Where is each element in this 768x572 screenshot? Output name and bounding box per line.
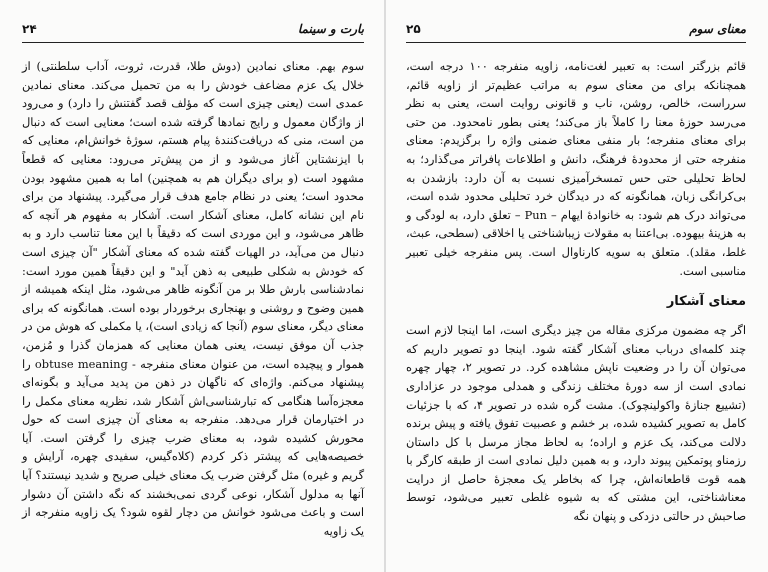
left-running-head xyxy=(22,18,364,40)
right-page xyxy=(386,0,768,572)
right-paragraph-top: قائم بزرگتر است: به تعبیر لغت‌نامه، زاویه منفرجه ۱۰۰ درجه است، همچنانکه برای من معنای سوم به مراتب عظیم‌تر از زاویه قائم، سرراست، خالص، روشن، ناب و قانونی روایت است، یعنی به نظر می‌رسد حوزهٔ معنا را کاملاً باز می‌کند؛ یعنی بطور نامحدود. من حتی برای معنای منفرجه؛ بار منفی معنای ضمنی واژه را برگزیدم: معنای منفرجه حتی از محدودهٔ فرهنگ، دانش و اطلاعات پافراتر می‌گذارد؛ به لحاظ تحلیلی حتی حس تمسخرآمیزی نسبت به آن دارد: بازشدن به بی‌کرانگی زبان، همانگونه که در دیدگان خرد تحلیلی محدود شده است، می‌تواند درک هم شود: به خانوادهٔ ایهام – Pun – تعلق دارد، به لودگی و به هزینهٔ بیهوده. بی‌اعتنا به مقولات زیباشناختی یا اخلاقی (سطحی، عبث، غلط، مقلد). متعلق به سویه کارناوال است. پس منفرجه خیلی تعبیر مناسبی است. xyxy=(406,59,746,278)
right-page-number: ۲۵ xyxy=(406,22,421,36)
left-paragraph: سوم بهم. معنای نمادین (دوش طلا، قدرت، ثروت، آداب سلطنتی) از خلال یک عزم مضاعف خودش را به من تحمیل می‌کند. معنای نمادین عمدی است (یعنی چیزی است که مؤلف قصد گفتنش را دارد) و می‌رود از واژگان معمول و رایج نمادها گرفته شده است؛ معنایی است که دنبال من است، منی که دریافت‌کنندهٔ پیام هستم، سوژهٔ خوانش‌ام، معنایی که با ایزنشتاین آغاز می‌شود و از من پیش‌تر می‌رود: معنایی که قطعاً مشهود است (و برای دیگران هم به همچنین) اما به همین مشهود بودن محدود است؛ یعنی در نظام جامع هدف قرار می‌گیرد. پیشنهاد من برای نام این نشانه کامل، معنای آشکار است. آشکار به مفهوم هر آنچه که ظاهر می‌شود، و این موردی است که دقیقاً با این معنا تناسب دارد و به دنبال من می‌آید، در الهیات گفته شده که معنای آشکار "آن چیزی است که خودش به شکلی طبیعی به ذهن آید" و این دقیقاً همین مورد است: نمادشناسی بارش طلا بر من آنگونه ظاهر می‌شود، مثل اینکه همیشه از همین وضوح و روشنی و بهنجاری برخوردار بوده است. همانگونه که برای معنای دیگر، معنای سوم (آنجا که زیادی است)، یا مکملی که هوش من در جذب آن موفق نیست، یعنی همان معنایی که همزمان گذرا و مُزمن، هموار و پیچیده است، من عنوان معنای منفرجه - obtuse meaning را پیشنهاد می‌کنم. واژه‌ای که ناگهان در ذهن من پدید می‌آید و بگونه‌ای معجزه‌آسا هنگامی که تبارشناسی‌اش آشکار شد، نظریه معنای مکمل را در اختیارمان قرار می‌دهد. منفرجه به معنای آن چیزی است که حول محورش کشیده شود، به معنای ضرب چیزی را گرفتن است. آیا خصیصه‌هایی که پیشتر ذکر کردم (کلاه‌گیس، سفیدی چهره، آرایش و گریم و غیره) مثل گرفتن ضرب یک معنای خیلی صریح و شدید نیستند؟ آیا آنها به مدلول آشکار، نوعی گردی نمی‌بخشند که نگه داشتن آن دشوار است و باعث می‌شود خوانش من دچار لقوه شود؟ یک زاویه منفرجه از یک زاویه xyxy=(22,59,364,538)
left-body-text xyxy=(22,57,364,540)
left-page-number: ۲۴ xyxy=(22,22,37,36)
right-body-text xyxy=(406,57,746,280)
left-running-title: بارت و سینما xyxy=(297,22,364,36)
section-heading: معنای آشکار xyxy=(666,294,746,310)
right-header-rule xyxy=(406,42,746,43)
right-running-title: معنای سوم xyxy=(689,22,746,36)
right-paragraph-bottom: اگر چه مضمون مرکزی مقاله من چیز دیگری است، اما اینجا لازم است چند کلمه‌ای درباب معنای آشکار گفته شود. اینجا دو تصویر داریم که می‌توان آن را در وضعیت ناپش مشاهده کرد. در تصویر ۲، چهار چهره نمادی است از سه دورهٔ مختلف زندگی و همدلی موجود در عزاداری (تشییع جنازهٔ واکولینچوک). مشت گره شده در تصویر ۴، که با جزئیات کامل به تصویر کشیده شده، بر خشم و عصبیت تفوق یافته و پیش برنده دلالت می‌کند، یک عزم و اراده؛ به لحاظ مجاز مرسل با کل داستان رزمناو پوتمکین پیوند دارد، و به همین دلیل نمادی است از طبقه کارگر با همه قوت قاطعانه‌اش، چرا که بخاطر یک معجزهٔ حاصل از درایت معناشناختی، این مشتی که به شیوه غلطی تعبیر می‌شود، توسط صاحبش در حالتی دزدکی و پنهان نگه xyxy=(406,323,747,524)
left-header-rule xyxy=(22,42,364,43)
right-running-head xyxy=(406,18,746,40)
right-body-text-continued xyxy=(406,321,746,526)
